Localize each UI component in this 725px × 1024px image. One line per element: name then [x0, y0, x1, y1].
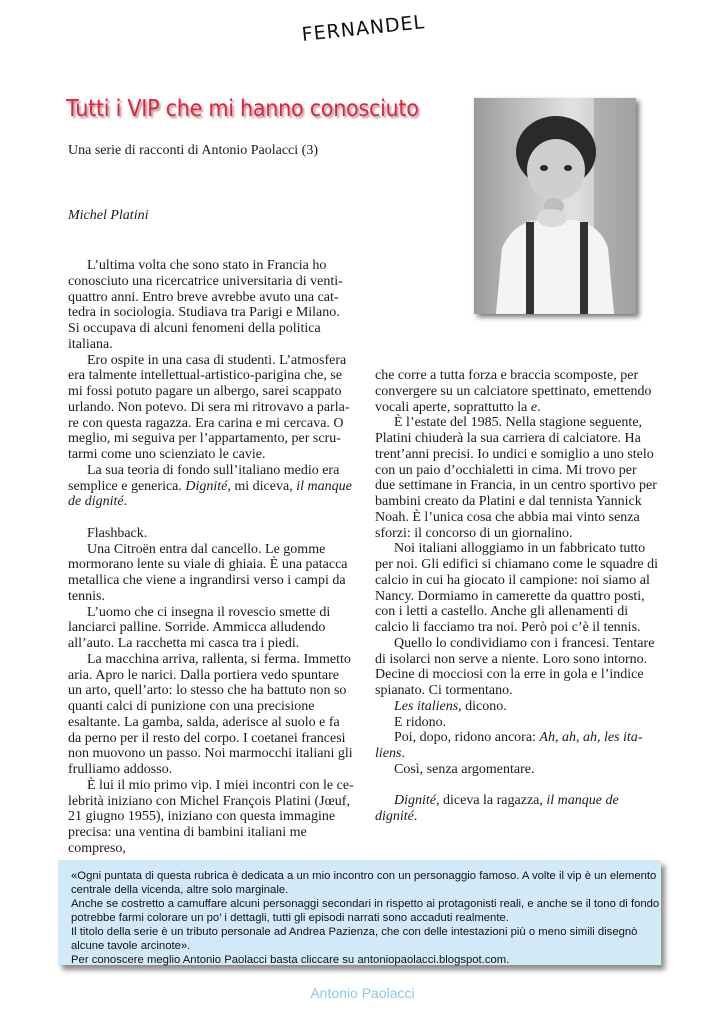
paragraph: Così, senza argomentare. — [394, 761, 535, 777]
info-line: Per conoscere meglio Antonio Paolacci basta cliccare su antoniopaolacci.blogspot.com. — [71, 954, 510, 966]
info-line: «Ogni puntata di questa rubrica è dedicata a un mio incontro con un personaggio famoso. A volte il vip è un elemento centrale della vicenda, altre solo marginale. — [71, 870, 657, 896]
paragraph — [375, 368, 660, 415]
page-subtitle: Una serie di racconti di Antonio Paolacci (3) — [68, 143, 318, 158]
info-line: Il titolo della serie è un tributo personale ad Andrea Pazienza, che con delle intestazioni più o meno simili disegnò alcune tavole arcinote». — [71, 926, 638, 952]
text-run: . — [401, 746, 405, 761]
text-run: La sua teoria di fondo sull’italiano medio era semplice e generica. — [68, 462, 340, 494]
paragraph: La macchina arriva, rallenta, si ferma. Immetto aria. Apro le narici. Dalla portiera vedo spuntare un arto, quell’arto: lo stesso che ha battuto non so quanti calci di punizione con una precisione esaltante. La gamba, salda, aderisce al suolo e fa da perno per il resto del corpo. I coetanei francesi non muovono un passo. Noi marmocchi italiani gli frulliamo addosso. — [68, 651, 353, 777]
paragraph: È l’estate del 1985. Nella stagione seguente, Platini chiuderà la sua carriera di calciatore. Ha trent’anni precisi. Io undici e somiglio a uno stelo con un paio d’occhialetti in cima. Mi trovo per due settimane in Francia, in un centro sportivo per bambini creato da Platini e dal tennista Yannick Noah. È l’unica cosa che abbia mai vinto senza sforzi: il concorso di un giornalino. — [375, 415, 657, 541]
text-column-1 — [68, 258, 354, 857]
paragraph: Noi italiani alloggiamo in un fabbricato tutto per noi. Gli edifici si chiamano come le squadre di calcio in cui ha giocato il campione: noi siamo al Nancy. Dormiamo in camerette da quattro posti, con i letti a castello. Anche gli allenamenti di calcio li facciamo tra noi. Però poi c’è il tennis. — [375, 541, 659, 635]
text-run: . — [413, 809, 418, 824]
italic-text: Ah, ah, ah, les italiens — [375, 730, 643, 761]
paragraph: È lui il mio primo vip. I miei incontri con le celebrità iniziano con Michel François Platini (Jœuf, 21 giugno 1955), iniziano con questa immagine precisa: una ventina di bambini italiani me compreso, — [68, 777, 354, 856]
text-run: Poi, dopo, ridono ancora: — [394, 730, 540, 746]
italic-text: il manque de dignité — [375, 793, 619, 824]
paragraph: E ridono. — [394, 714, 447, 730]
italic-text: Dignité — [394, 793, 436, 809]
text-run: , mi diceva, — [227, 478, 297, 494]
page-title: Tutti i VIP che mi hanno conosciuto — [66, 96, 419, 122]
text-column-2 — [375, 368, 660, 825]
paragraph-gap — [375, 778, 660, 794]
handwritten-label: FERNANDEL — [300, 11, 427, 46]
paragraph: Una Citroën entra dal cancello. Le gomme mormorano lente su viale di ghiaia. È una patacca metallica che viene a ingrandirsi verso i campi da tennis. — [68, 541, 348, 604]
child-photo — [474, 98, 636, 314]
italic-text: e — [530, 399, 538, 415]
paragraph: L’ultima volta che sono stato in Francia ho conosciuto una ricercatrice universitaria di ventiquattro anni. Entro breve avrebbe avuto una cattedra in sociologia. Studiava tra Parigi e Milano. Si occupava di alcuni fenomeni della politica italiana. — [68, 258, 343, 352]
paragraph: Flashback. — [87, 525, 148, 541]
italic-text: il manque de dignité — [68, 478, 352, 510]
text-run: . — [123, 494, 128, 510]
paragraph: Ero ospite in una casa di studenti. L’atmosfera era talmente intellettual-artistico-parigina che, se mi fossi potuto pagare un albergo, sarei scappato urlando. Non potevo. Di sera mi ritrovavo a parlare con questa ragazza. Era carina e mi cercava. O meglio, mi seguiva per l’appartamento, per scrutarmi come uno scienziato le cavie. — [68, 352, 350, 462]
paragraph: Quello lo condividiamo con i francesi. Tentare di isolarci non serve a niente. Loro sono intorno. Decine di mocciosi con la erre in gola e l’indice spianato. Ci tormentano. — [375, 635, 655, 698]
italic-text: Dignité — [185, 478, 228, 494]
author-signature: Antonio Paolacci — [310, 985, 415, 1001]
info-line: Anche se costretto a camuffare alcuni personaggi secondari in rispetto ai protagonisti reali, e anche se il tono di fondo potrebbe farmi colorare un po’ i dettagli, tutti gli episodi narrati sono accaduti realmente. — [71, 898, 660, 924]
italic-text: Les italiens — [394, 698, 459, 714]
child-photo-illustration — [474, 98, 636, 314]
info-box-text — [71, 869, 663, 967]
paragraph: L’uomo che ci insegna il rovescio smette di lanciarci palline. Sorride. Ammicca alludendo all’auto. La racchetta mi casca tra i piedi. — [68, 604, 331, 651]
story-subject: Michel Platini — [68, 208, 149, 223]
paragraph-gap — [68, 510, 354, 526]
paragraph — [375, 793, 660, 825]
paragraph — [375, 699, 660, 715]
paragraph — [68, 463, 354, 510]
text-run: che corre a tutta forza e braccia scomposte, per convergere su un calciatore spettinato, emettendo vocali aperte, soprattutto la — [375, 368, 652, 415]
paragraph — [375, 730, 660, 762]
text-run: , dicono. — [458, 698, 507, 714]
text-run: , diceva la ragazza, — [436, 793, 547, 809]
text-run: . — [537, 399, 541, 415]
